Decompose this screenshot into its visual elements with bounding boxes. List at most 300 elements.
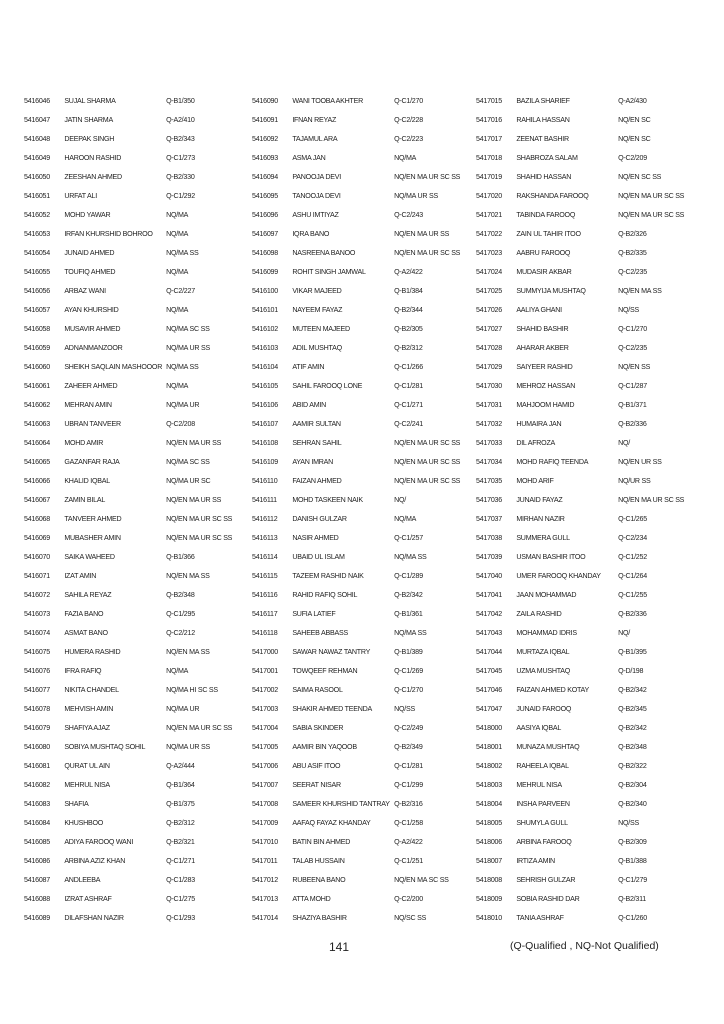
candidate-name: ASMA JAN <box>292 153 326 162</box>
candidate-name: SUFIA LATIEF <box>292 609 336 618</box>
result-row <box>252 509 467 528</box>
result-row <box>476 148 691 167</box>
result-row <box>476 699 691 718</box>
result-status: NQ/EN MA UR SC SS <box>394 457 461 466</box>
result-row <box>476 224 691 243</box>
result-row <box>24 129 239 148</box>
result-row <box>476 775 691 794</box>
result-row <box>252 338 467 357</box>
result-status: Q-C1/281 <box>394 381 423 390</box>
roll-number: 5416075 <box>24 647 50 656</box>
result-status: NQ/UR SS <box>618 476 651 485</box>
result-status: NQ/MA <box>166 229 189 238</box>
roll-number: 5416067 <box>24 495 50 504</box>
result-status: NQ/MA <box>394 514 417 523</box>
candidate-name: HAROON RASHID <box>64 153 122 162</box>
result-status: NQ/EN MA SS <box>166 647 210 656</box>
result-row <box>252 110 467 129</box>
result-status: Q-B2/322 <box>618 761 647 770</box>
result-status: Q-B2/304 <box>618 780 647 789</box>
candidate-name: RAHILA HASSAN <box>516 115 570 124</box>
result-status: Q-C2/249 <box>394 723 423 732</box>
candidate-name: ADIL MUSHTAQ <box>292 343 342 352</box>
candidate-name: PANOOJA DEVI <box>292 172 341 181</box>
result-row <box>252 319 467 338</box>
candidate-name: FAIZAN AHMED <box>292 476 342 485</box>
candidate-name: DEEPAK SINGH <box>64 134 115 143</box>
result-status: Q-B2/312 <box>394 343 423 352</box>
result-status: Q-C2/235 <box>618 343 647 352</box>
roll-number: 5416116 <box>252 590 278 599</box>
result-row <box>476 357 691 376</box>
roll-number: 5417036 <box>476 495 502 504</box>
candidate-name: SAHIL FAROOQ LONE <box>292 381 363 390</box>
result-row <box>252 528 467 547</box>
roll-number: 5417008 <box>252 799 278 808</box>
result-status: Q-C1/270 <box>394 96 423 105</box>
result-row <box>252 756 467 775</box>
result-status: NQ/EN MA UR SC SS <box>394 172 461 181</box>
candidate-name: VIKAR MAJEED <box>292 286 342 295</box>
result-status: Q-C2/228 <box>394 115 423 124</box>
result-row <box>476 319 691 338</box>
candidate-name: HUMERA RASHID <box>64 647 121 656</box>
result-status: Q-C1/270 <box>394 685 423 694</box>
candidate-name: SOBIYA MUSHTAQ SOHIL <box>64 742 146 751</box>
roll-number: 5417017 <box>476 134 502 143</box>
result-row <box>476 471 691 490</box>
candidate-name: MOHD YAWAR <box>64 210 111 219</box>
roll-number: 5416060 <box>24 362 50 371</box>
result-status: NQ/MA UR SC <box>166 476 211 485</box>
result-status: NQ/ <box>394 495 406 504</box>
result-row <box>252 376 467 395</box>
candidate-name: TAJAMUL ARA <box>292 134 338 143</box>
candidate-name: FAIZAN AHMED KOTAY <box>516 685 590 694</box>
result-row <box>24 908 239 927</box>
roll-number: 5417009 <box>252 818 278 827</box>
result-status: Q-C1/295 <box>166 609 195 618</box>
candidate-name: ARBINA FAROOQ <box>516 837 572 846</box>
candidate-name: SEHRAN SAHIL <box>292 438 342 447</box>
candidate-name: MOHD AMIR <box>64 438 104 447</box>
roll-number: 5416088 <box>24 894 50 903</box>
result-status: Q-C2/200 <box>394 894 423 903</box>
result-row <box>476 661 691 680</box>
candidate-name: MEHRAN AMIN <box>64 400 112 409</box>
result-row <box>476 870 691 889</box>
result-row <box>24 813 239 832</box>
roll-number: 5418005 <box>476 818 502 827</box>
roll-number: 5416086 <box>24 856 50 865</box>
roll-number: 5416093 <box>252 153 278 162</box>
result-row <box>476 642 691 661</box>
candidate-name: MURTAZA IQBAL <box>516 647 570 656</box>
result-row <box>476 167 691 186</box>
result-status: Q-B1/395 <box>618 647 647 656</box>
candidate-name: MEHROZ HASSAN <box>516 381 576 390</box>
roll-number: 5416051 <box>24 191 50 200</box>
roll-number: 5416100 <box>252 286 278 295</box>
result-status: Q-C1/283 <box>166 875 195 884</box>
roll-number: 5417033 <box>476 438 502 447</box>
candidate-name: ABID AMIN <box>292 400 327 409</box>
result-status: NQ/MA <box>166 305 189 314</box>
result-row <box>252 452 467 471</box>
candidate-name: ADIYA FAROOQ WANI <box>64 837 134 846</box>
roll-number: 5417021 <box>476 210 502 219</box>
result-status: Q-C1/279 <box>618 875 647 884</box>
roll-number: 5417016 <box>476 115 502 124</box>
result-status: Q-C2/223 <box>394 134 423 143</box>
result-status: Q-C1/260 <box>618 913 647 922</box>
candidate-name: AYAN KHURSHID <box>64 305 119 314</box>
result-status: Q-B2/336 <box>618 609 647 618</box>
roll-number: 5417039 <box>476 552 502 561</box>
result-row <box>476 395 691 414</box>
candidate-name: NASIR AHMED <box>292 533 339 542</box>
candidate-name: JUNAID AHMED <box>64 248 115 257</box>
candidate-name: SHAHID HASSAN <box>516 172 572 181</box>
candidate-name: RAHEELA IQBAL <box>516 761 569 770</box>
roll-number: 5416074 <box>24 628 50 637</box>
result-row <box>252 471 467 490</box>
candidate-name: UBRAN TANVEER <box>64 419 121 428</box>
roll-number: 5417038 <box>476 533 502 542</box>
result-status: Q-C1/271 <box>394 400 423 409</box>
result-status: Q-C2/212 <box>166 628 195 637</box>
candidate-name: NAYEEM FAYAZ <box>292 305 343 314</box>
candidate-name: TABINDA FAROOQ <box>516 210 576 219</box>
result-status: NQ/EN MA UR SC SS <box>394 438 461 447</box>
result-status: Q-C1/271 <box>166 856 195 865</box>
candidate-name: RUBEENA BANO <box>292 875 346 884</box>
result-status: NQ/SC SS <box>394 913 427 922</box>
roll-number: 5418006 <box>476 837 502 846</box>
result-row <box>24 338 239 357</box>
result-row <box>24 433 239 452</box>
result-row <box>252 851 467 870</box>
candidate-name: JAAN MOHAMMAD <box>516 590 577 599</box>
result-row <box>252 547 467 566</box>
candidate-name: SHAFIYA AJAZ <box>64 723 110 732</box>
result-status: Q-B2/343 <box>166 134 195 143</box>
result-row <box>24 566 239 585</box>
roll-number: 5416101 <box>252 305 278 314</box>
result-status: Q-C1/275 <box>166 894 195 903</box>
result-row <box>252 737 467 756</box>
roll-number: 5416114 <box>252 552 278 561</box>
roll-number: 5416098 <box>252 248 278 257</box>
result-row <box>252 224 467 243</box>
roll-number: 5416077 <box>24 685 50 694</box>
candidate-name: WANI TOOBA AKHTER <box>292 96 364 105</box>
candidate-name: DANISH GULZAR <box>292 514 347 523</box>
result-row <box>252 433 467 452</box>
result-row <box>24 737 239 756</box>
roll-number: 5416090 <box>252 96 278 105</box>
roll-number: 5417011 <box>252 856 278 865</box>
candidate-name: SAIYEER RASHID <box>516 362 573 371</box>
roll-number: 5416107 <box>252 419 278 428</box>
result-row <box>24 623 239 642</box>
candidate-name: IZRAT ASHRAF <box>64 894 112 903</box>
roll-number: 5416099 <box>252 267 278 276</box>
roll-number: 5416050 <box>24 172 50 181</box>
candidate-name: SAMEER KHURSHID TANTRAY <box>292 799 390 808</box>
candidate-name: KHUSHBOO <box>64 818 104 827</box>
candidate-name: IQRA BANO <box>292 229 330 238</box>
roll-number: 5416062 <box>24 400 50 409</box>
result-row <box>24 661 239 680</box>
result-status: NQ/MA UR <box>166 704 200 713</box>
roll-number: 5416052 <box>24 210 50 219</box>
result-status: Q-A2/430 <box>618 96 647 105</box>
candidate-name: FAZIA BANO <box>64 609 104 618</box>
result-row <box>24 262 239 281</box>
result-row <box>476 737 691 756</box>
result-row <box>476 794 691 813</box>
result-status: NQ/EN MA UR SC SS <box>394 476 461 485</box>
candidate-name: ATTA MOHD <box>292 894 331 903</box>
result-row <box>24 205 239 224</box>
candidate-name: ASHU IMTIYAZ <box>292 210 339 219</box>
result-status: Q-B1/361 <box>394 609 423 618</box>
candidate-name: SEERAT NISAR <box>292 780 341 789</box>
candidate-name: MIRHAN NAZIR <box>516 514 565 523</box>
roll-number: 5416082 <box>24 780 50 789</box>
candidate-name: SHAKIR AHMED TEENDA <box>292 704 372 713</box>
roll-number: 5417013 <box>252 894 278 903</box>
candidate-name: SHAZIYA BASHIR <box>292 913 347 922</box>
result-status: Q-C1/251 <box>394 856 423 865</box>
candidate-name: SAIKA WAHEED <box>64 552 115 561</box>
result-status: Q-B1/384 <box>394 286 423 295</box>
roll-number: 5416094 <box>252 172 278 181</box>
result-row <box>476 205 691 224</box>
candidate-name: ANDLEEBA <box>64 875 101 884</box>
result-status: Q-B1/388 <box>618 856 647 865</box>
result-status: Q-C1/258 <box>394 818 423 827</box>
result-status: NQ/MA UR SS <box>166 343 210 352</box>
qualification-legend: (Q-Qualified , NQ-Not Qualified) <box>510 940 659 952</box>
result-status: Q-C1/273 <box>166 153 195 162</box>
candidate-name: MEHRUL NISA <box>516 780 562 789</box>
roll-number: 5416103 <box>252 343 278 352</box>
roll-number: 5416117 <box>252 609 278 618</box>
candidate-name: BAZILA SHARIEF <box>516 96 570 105</box>
result-status: NQ/MA SS <box>394 552 427 561</box>
roll-number: 5416069 <box>24 533 50 542</box>
candidate-name: SOBIA RASHID DAR <box>516 894 580 903</box>
result-row <box>24 110 239 129</box>
roll-number: 5416097 <box>252 229 278 238</box>
roll-number: 5416056 <box>24 286 50 295</box>
candidate-name: MAHJOOM HAMID <box>516 400 575 409</box>
candidate-name: TALAB HUSSAIN <box>292 856 345 865</box>
roll-number: 5416059 <box>24 343 50 352</box>
result-row <box>252 642 467 661</box>
result-row <box>252 870 467 889</box>
result-row <box>24 243 239 262</box>
roll-number: 5416115 <box>252 571 278 580</box>
roll-number: 5417006 <box>252 761 278 770</box>
roll-number: 5416071 <box>24 571 50 580</box>
candidate-name: UMER FAROOQ KHANDAY <box>516 571 601 580</box>
result-status: NQ/EN MA UR SS <box>166 495 222 504</box>
result-status: NQ/SS <box>618 818 639 827</box>
result-status: Q-C1/292 <box>166 191 195 200</box>
roll-number: 5417018 <box>476 153 502 162</box>
roll-number: 5416046 <box>24 96 50 105</box>
roll-number: 5417015 <box>476 96 502 105</box>
roll-number: 5417028 <box>476 343 502 352</box>
result-status: NQ/EN SS <box>618 362 651 371</box>
result-status: NQ/EN MA UR SC SS <box>618 210 685 219</box>
candidate-name: ZEENAT BASHIR <box>516 134 569 143</box>
result-status: Q-B2/344 <box>394 305 423 314</box>
result-row <box>252 205 467 224</box>
page-number: 141 <box>329 940 350 954</box>
result-row <box>24 604 239 623</box>
result-row <box>476 433 691 452</box>
result-row <box>476 813 691 832</box>
result-status: Q-B1/364 <box>166 780 195 789</box>
roll-number: 5416091 <box>252 115 278 124</box>
roll-number: 5417000 <box>252 647 278 656</box>
result-status: Q-B2/348 <box>166 590 195 599</box>
result-status: NQ/EN MA SS <box>618 286 662 295</box>
roll-number: 5418008 <box>476 875 502 884</box>
result-status: Q-B2/335 <box>618 248 647 257</box>
result-status: Q-A2/422 <box>394 837 423 846</box>
candidate-name: SHABROZA SALAM <box>516 153 578 162</box>
roll-number: 5418010 <box>476 913 502 922</box>
result-row <box>252 699 467 718</box>
roll-number: 5417002 <box>252 685 278 694</box>
roll-number: 5417010 <box>252 837 278 846</box>
candidate-name: DILAFSHAN NAZIR <box>64 913 124 922</box>
result-status: Q-C1/265 <box>618 514 647 523</box>
result-row <box>24 851 239 870</box>
result-row <box>24 775 239 794</box>
result-status: NQ/MA SC SS <box>166 457 210 466</box>
candidate-name: ABU ASIF ITOO <box>292 761 341 770</box>
roll-number: 5416065 <box>24 457 50 466</box>
candidate-name: AHARAR AKBER <box>516 343 569 352</box>
roll-number: 5418000 <box>476 723 502 732</box>
result-status: NQ/EN MA UR SC SS <box>166 723 233 732</box>
result-status: NQ/MA SS <box>166 248 199 257</box>
candidate-name: MOHAMMAD IDRIS <box>516 628 577 637</box>
result-status: NQ/EN MA UR SS <box>166 438 222 447</box>
result-status: Q-C1/289 <box>394 571 423 580</box>
candidate-name: SHAHID BASHIR <box>516 324 569 333</box>
candidate-name: ATIF AMIN <box>292 362 325 371</box>
roll-number: 5416113 <box>252 533 278 542</box>
candidate-name: AAFAQ FAYAZ KHANDAY <box>292 818 371 827</box>
result-status: NQ/MA HI SC SS <box>166 685 218 694</box>
candidate-name: MOHD RAFIQ TEENDA <box>516 457 589 466</box>
result-status: Q-B2/345 <box>618 704 647 713</box>
candidate-name: USMAN BASHIR ITOO <box>516 552 586 561</box>
result-status: Q-C1/255 <box>618 590 647 599</box>
roll-number: 5418007 <box>476 856 502 865</box>
result-row <box>252 566 467 585</box>
result-status: Q-A2/422 <box>394 267 423 276</box>
roll-number: 5418002 <box>476 761 502 770</box>
candidate-name: TANIA ASHRAF <box>516 913 564 922</box>
roll-number: 5416054 <box>24 248 50 257</box>
result-row <box>24 528 239 547</box>
result-row <box>476 585 691 604</box>
candidate-name: SAHILA REYAZ <box>64 590 112 599</box>
result-row <box>252 300 467 319</box>
result-status: Q-C1/293 <box>166 913 195 922</box>
result-status: NQ/EN UR SS <box>618 457 662 466</box>
result-status: NQ/EN MA UR SC SS <box>166 533 233 542</box>
result-row <box>252 395 467 414</box>
result-status: Q-C2/235 <box>618 267 647 276</box>
candidate-name: MUNAZA MUSHTAQ <box>516 742 580 751</box>
result-row <box>252 243 467 262</box>
candidate-name: AABRU FAROOQ <box>516 248 571 257</box>
roll-number: 5416072 <box>24 590 50 599</box>
candidate-name: ZAMIN BILAL <box>64 495 106 504</box>
result-row <box>24 756 239 775</box>
result-row <box>476 509 691 528</box>
result-row <box>24 642 239 661</box>
candidate-name: ZEESHAN AHMED <box>64 172 122 181</box>
candidate-name: NIKITA CHANDEL <box>64 685 119 694</box>
result-status: NQ/ <box>618 438 630 447</box>
roll-number: 5416109 <box>252 457 278 466</box>
result-row <box>24 509 239 528</box>
candidate-name: SUJAL SHARMA <box>64 96 116 105</box>
roll-number: 5417040 <box>476 571 502 580</box>
roll-number: 5416076 <box>24 666 50 675</box>
result-row <box>476 851 691 870</box>
result-row <box>24 376 239 395</box>
roll-number: 5416106 <box>252 400 278 409</box>
result-row <box>476 718 691 737</box>
result-status: Q-C2/227 <box>166 286 195 295</box>
candidate-name: HUMAIRA JAN <box>516 419 562 428</box>
result-status: NQ/MA SS <box>394 628 427 637</box>
result-status: NQ/EN SC <box>618 115 651 124</box>
roll-number: 5416053 <box>24 229 50 238</box>
result-row <box>24 870 239 889</box>
result-row <box>252 262 467 281</box>
candidate-name: NASREENA BANOO <box>292 248 356 257</box>
roll-number: 5417041 <box>476 590 502 599</box>
candidate-name: URFAT ALI <box>64 191 97 200</box>
roll-number: 5416118 <box>252 628 278 637</box>
result-status: Q-C1/281 <box>394 761 423 770</box>
candidate-name: INSHA PARVEEN <box>516 799 570 808</box>
roll-number: 5417022 <box>476 229 502 238</box>
result-status: NQ/MA <box>166 381 189 390</box>
candidate-name: SHAFIA <box>64 799 89 808</box>
result-row <box>476 110 691 129</box>
roll-number: 5417030 <box>476 381 502 390</box>
result-status: Q-B2/336 <box>618 419 647 428</box>
result-status: NQ/MA <box>166 210 189 219</box>
candidate-name: RAHID RAFIQ SOHIL <box>292 590 358 599</box>
roll-number: 5417032 <box>476 419 502 428</box>
result-row <box>252 281 467 300</box>
candidate-name: AASIYA IQBAL <box>516 723 562 732</box>
